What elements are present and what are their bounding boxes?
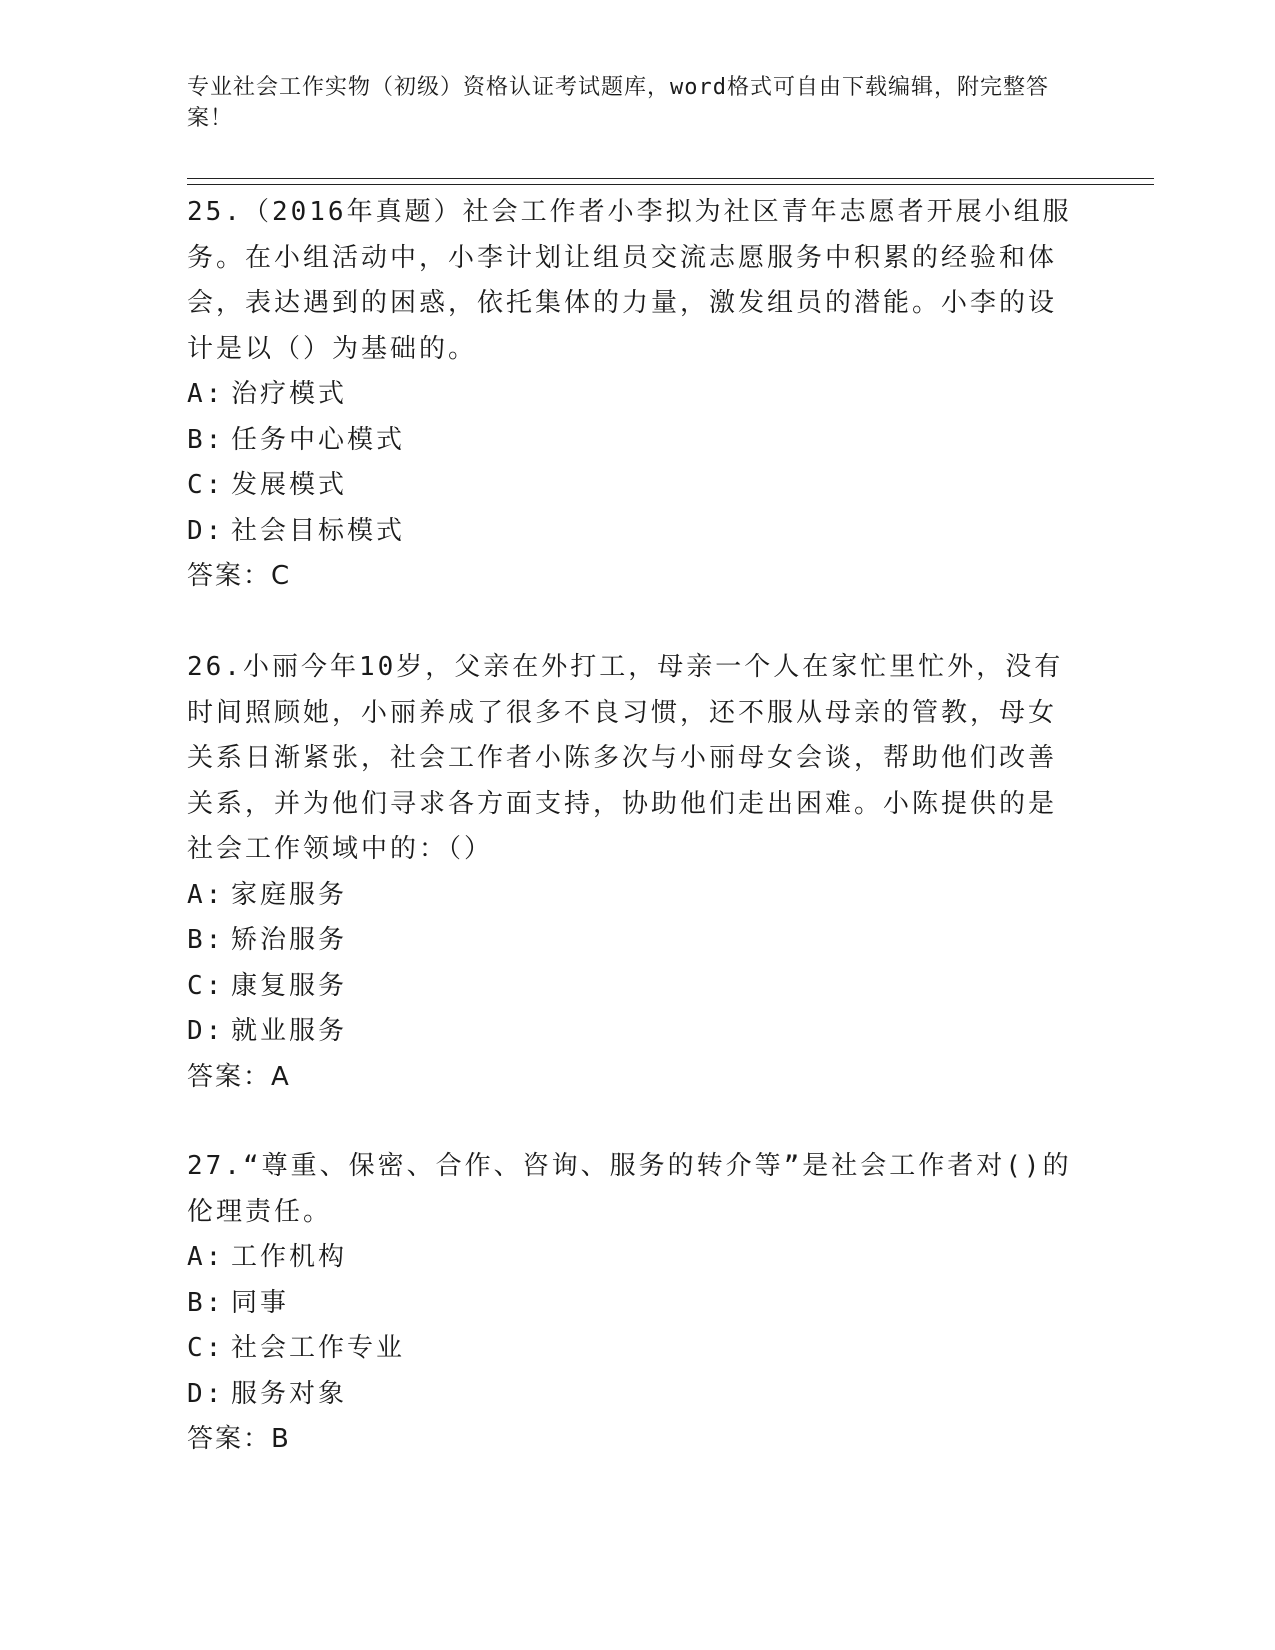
option-text: 服务对象 bbox=[231, 1378, 348, 1409]
option-text: 社会工作专业 bbox=[231, 1333, 406, 1363]
option-text: 矫治服务 bbox=[231, 925, 348, 955]
option-d bbox=[187, 1009, 1087, 1055]
option-letter: B: bbox=[187, 1287, 225, 1318]
option-text: 发展模式 bbox=[231, 470, 348, 500]
option-a bbox=[187, 1235, 1087, 1281]
option-letter: C: bbox=[187, 970, 225, 1001]
option-text: 社会目标模式 bbox=[231, 515, 406, 546]
header-divider bbox=[187, 178, 1154, 179]
option-letter: A: bbox=[187, 1242, 225, 1272]
header-divider-second bbox=[187, 184, 1154, 185]
option-letter: D: bbox=[187, 1016, 225, 1046]
option-text: 工作机构 bbox=[231, 1242, 348, 1272]
answer-line: 答案：A bbox=[187, 1061, 291, 1092]
option-text: 同事 bbox=[231, 1287, 290, 1318]
answer-line: 答案：C bbox=[187, 561, 292, 591]
question-26 bbox=[187, 645, 1087, 1100]
answer-line: 答案：B bbox=[187, 1424, 291, 1454]
option-letter: D: bbox=[187, 515, 225, 546]
option-b bbox=[187, 1281, 1087, 1327]
option-letter: A: bbox=[187, 379, 225, 409]
option-text: 就业服务 bbox=[231, 1016, 348, 1046]
option-letter: C: bbox=[187, 1333, 225, 1363]
option-b bbox=[187, 418, 1087, 464]
option-letter: C: bbox=[187, 470, 225, 500]
option-c bbox=[187, 463, 1087, 509]
document-header: 专业社会工作实物（初级）资格认证考试题库，word格式可自由下载编辑，附完整答案！ bbox=[187, 75, 1049, 131]
option-text: 家庭服务 bbox=[231, 879, 348, 910]
option-text: 任务中心模式 bbox=[231, 424, 406, 455]
option-text: 治疗模式 bbox=[231, 379, 348, 409]
option-letter: B: bbox=[187, 424, 225, 455]
option-b bbox=[187, 918, 1087, 964]
option-a bbox=[187, 873, 1087, 919]
option-a bbox=[187, 372, 1087, 418]
option-letter: A: bbox=[187, 879, 225, 910]
option-c bbox=[187, 964, 1087, 1010]
option-d bbox=[187, 509, 1087, 555]
option-c bbox=[187, 1326, 1087, 1372]
option-d bbox=[187, 1372, 1087, 1418]
question-stem: 27.“尊重、保密、合作、咨询、服务的转介等”是社会工作者对()的伦理责任。 bbox=[187, 1151, 1072, 1227]
question-25 bbox=[187, 190, 1087, 600]
option-text: 康复服务 bbox=[231, 970, 348, 1001]
question-stem: 25.（2016年真题）社会工作者小李拟为社区青年志愿者开展小组服务。在小组活动中，小李计划让组员交流志愿服务中积累的经验和体会，表达遇到的困惑，依托集体的力量，激发组员的潜能。小李的设计是以（）为基础的。 bbox=[187, 197, 1072, 364]
question-27 bbox=[187, 1144, 1087, 1463]
option-letter: B: bbox=[187, 925, 225, 955]
question-stem: 26.小丽今年10岁，父亲在外打工，母亲一个人在家忙里忙外，没有时间照顾她，小丽养成了很多不良习惯，还不服从母亲的管教，母女关系日渐紧张，社会工作者小陈多次与小丽母女会谈，帮助他们改善关系，并为他们寻求各方面支持，协助他们走出困难。小陈提供的是社会工作领域中的：（） bbox=[187, 652, 1064, 864]
option-letter: D: bbox=[187, 1378, 225, 1409]
